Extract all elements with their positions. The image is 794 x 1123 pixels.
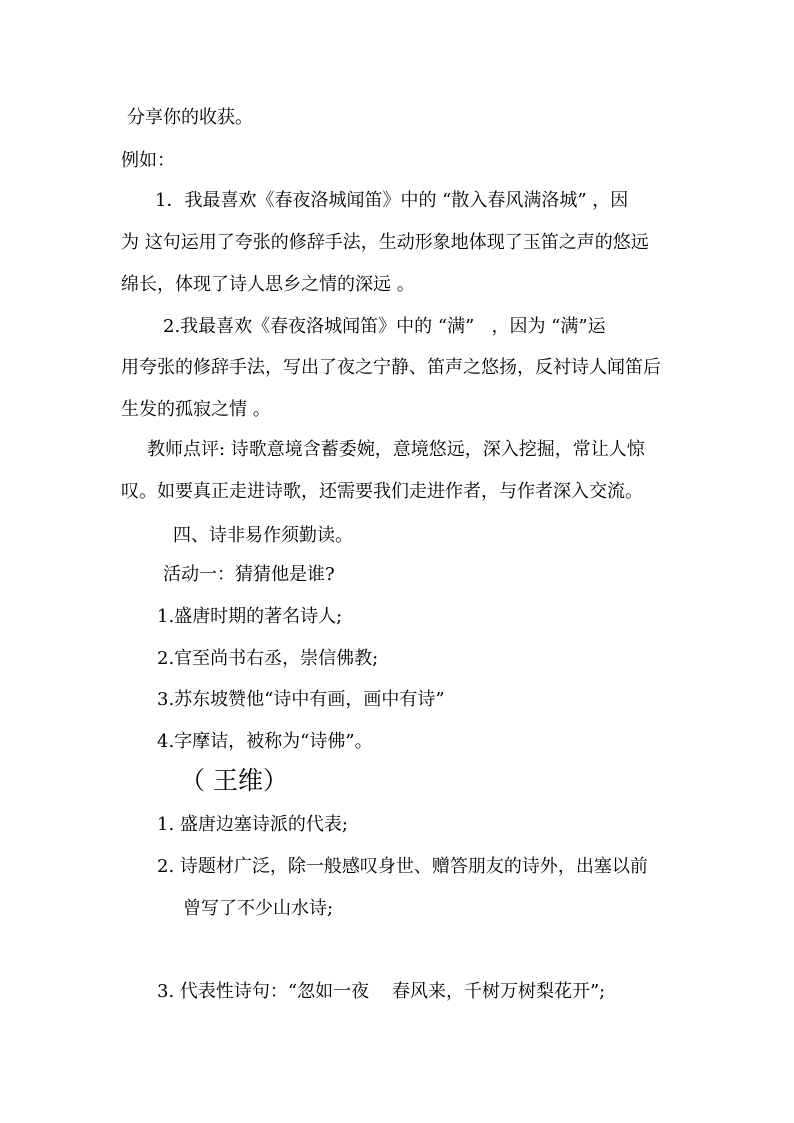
example-1-line-3: 绵长，体现了诗人思乡之情的深远 。 (121, 274, 415, 295)
teacher-comment-line-2: 叹。如要真正走进诗歌，还需要我们走进作者，与作者深入交流。 (121, 481, 643, 502)
example-1-line-2: 为 这句运用了夸张的修辞手法，生动形象地体现了玉笛之声的悠远 (121, 232, 649, 253)
clue-a-1: 1.盛唐时期的著名诗人; (157, 606, 343, 627)
activity-1-title: 活动一：猜猜他是谁? (163, 564, 335, 585)
clue-b-3: 3. 代表性诗句：“忽如一夜 春风来，千树万树梨花开”; (157, 981, 606, 1002)
answer-wang-wei: （ 王维） (180, 766, 288, 795)
clue-b-2-line-1: 2. 诗题材广泛，除一般感叹身世、赠答朋友的诗外，出塞以前 (157, 856, 648, 877)
clue-b-2-line-2: 曾写了不少山水诗; (183, 898, 334, 919)
example-2-line-2: 用夸张的修辞手法，写出了夜之宁静、笛声之悠扬，反衬诗人闻笛后 (121, 357, 661, 378)
example-1-line-1: 1．我最喜欢《春夜洛城闻笛》中的 “散入春风满洛城” ，因 (155, 190, 629, 211)
clue-a-4: 4.字摩诘，被称为“诗佛”。 (157, 731, 373, 752)
clue-a-3: 3.苏东坡赞他“诗中有画，画中有诗” (157, 689, 445, 710)
teacher-comment-line-1: 教师点评: 诗歌意境含蓄委婉，意境悠远，深入挖掘，常让人惊 (147, 439, 645, 460)
share-harvest-line: 分享你的收获。 (127, 107, 253, 128)
clue-a-2: 2.官至尚书右丞，崇信佛教; (157, 648, 379, 669)
section-4-heading: 四、诗非易作须勤读。 (173, 525, 353, 546)
clue-b-1: 1. 盛唐边塞诗派的代表; (157, 814, 348, 835)
example-2-line-3: 生发的孤寂之情 。 (121, 399, 271, 420)
example-2-line-1: 2.我最喜欢《春夜洛城闻笛》中的 “满” ，因为 “满”运 (163, 316, 606, 337)
example-label: 例如： (121, 150, 175, 171)
